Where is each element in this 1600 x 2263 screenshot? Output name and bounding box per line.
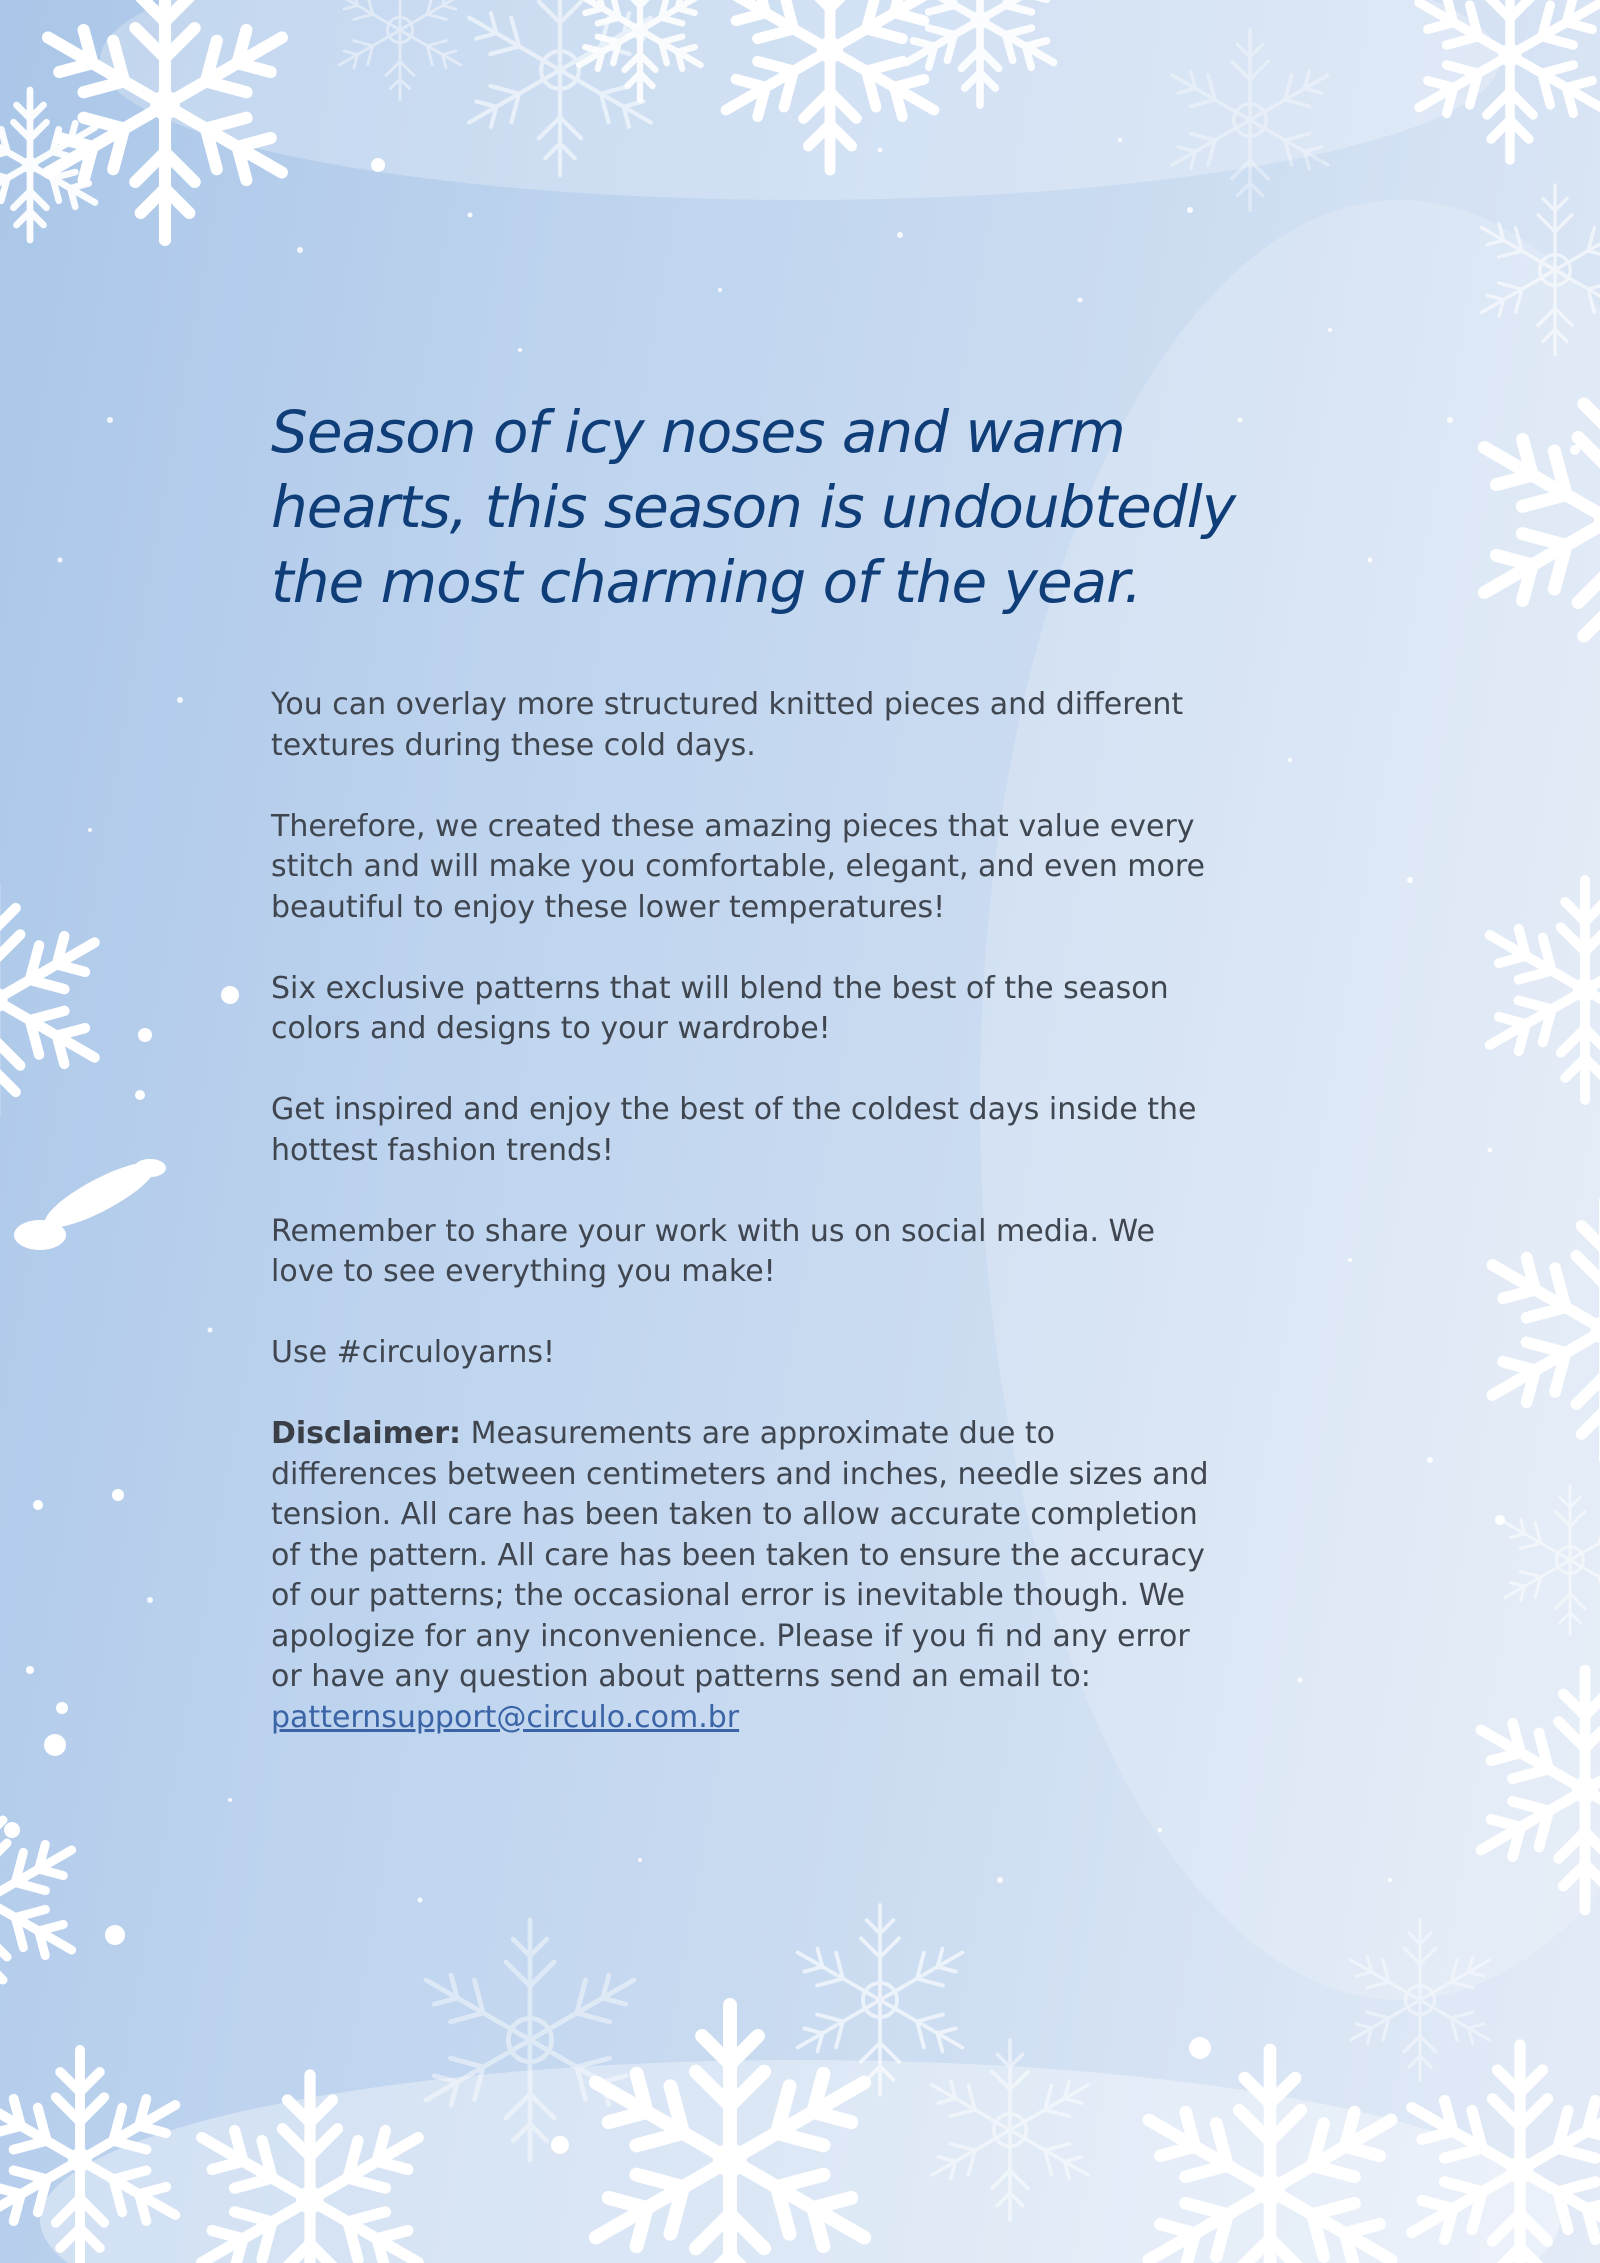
paragraph-inspiration: Get inspired and enjoy the best of the coldest days inside the hottest fashion trends! [271, 1092, 1197, 1168]
headline-line: the most charming of the year. [271, 548, 1142, 616]
body-text [271, 685, 1211, 1738]
snowflake-icon [1408, 0, 1600, 160]
paragraph-overlay: You can overlay more structured knitted pieces and different textures during these cold days. [271, 687, 1184, 763]
paragraph-share: Remember to share your work with us on social media. We love to see everything you make! [271, 1213, 1155, 1289]
email-link[interactable]: patternsupport@circulo.com.br [271, 1699, 740, 1735]
paragraph-pieces: Therefore, we created these amazing pieces that value every stitch and will make you comfortable, elegant, and even more beautiful to enjoy these lower temperatures! [271, 808, 1205, 925]
headline-line: hearts, this season is undoubtedly [271, 473, 1236, 541]
headline-line: Season of icy noses and warm [271, 398, 1125, 466]
main-content [271, 395, 1311, 1738]
paragraph-hashtag: Use #circuloyarns! [271, 1335, 556, 1370]
paragraph-patterns: Six exclusive patterns that will blend the best of the season colors and designs to your wardrobe! [271, 970, 1169, 1046]
disclaimer [271, 1414, 1211, 1738]
snowflake-icon [0, 885, 107, 1115]
disclaimer-text: Measurements are approximate due to differences between centimeters and inches, needle sizes and tension. All care has been taken to allow accurate completion of the pattern. All care has been taken to ensure the accuracy of our patterns; the occasional error is inevitable though. We apologize for any inconvenience. Please if you fi nd any error or have any question about patterns send an email to: [271, 1416, 1209, 1694]
headline [271, 395, 1311, 620]
disclaimer-label: Disclaimer: [271, 1416, 462, 1451]
